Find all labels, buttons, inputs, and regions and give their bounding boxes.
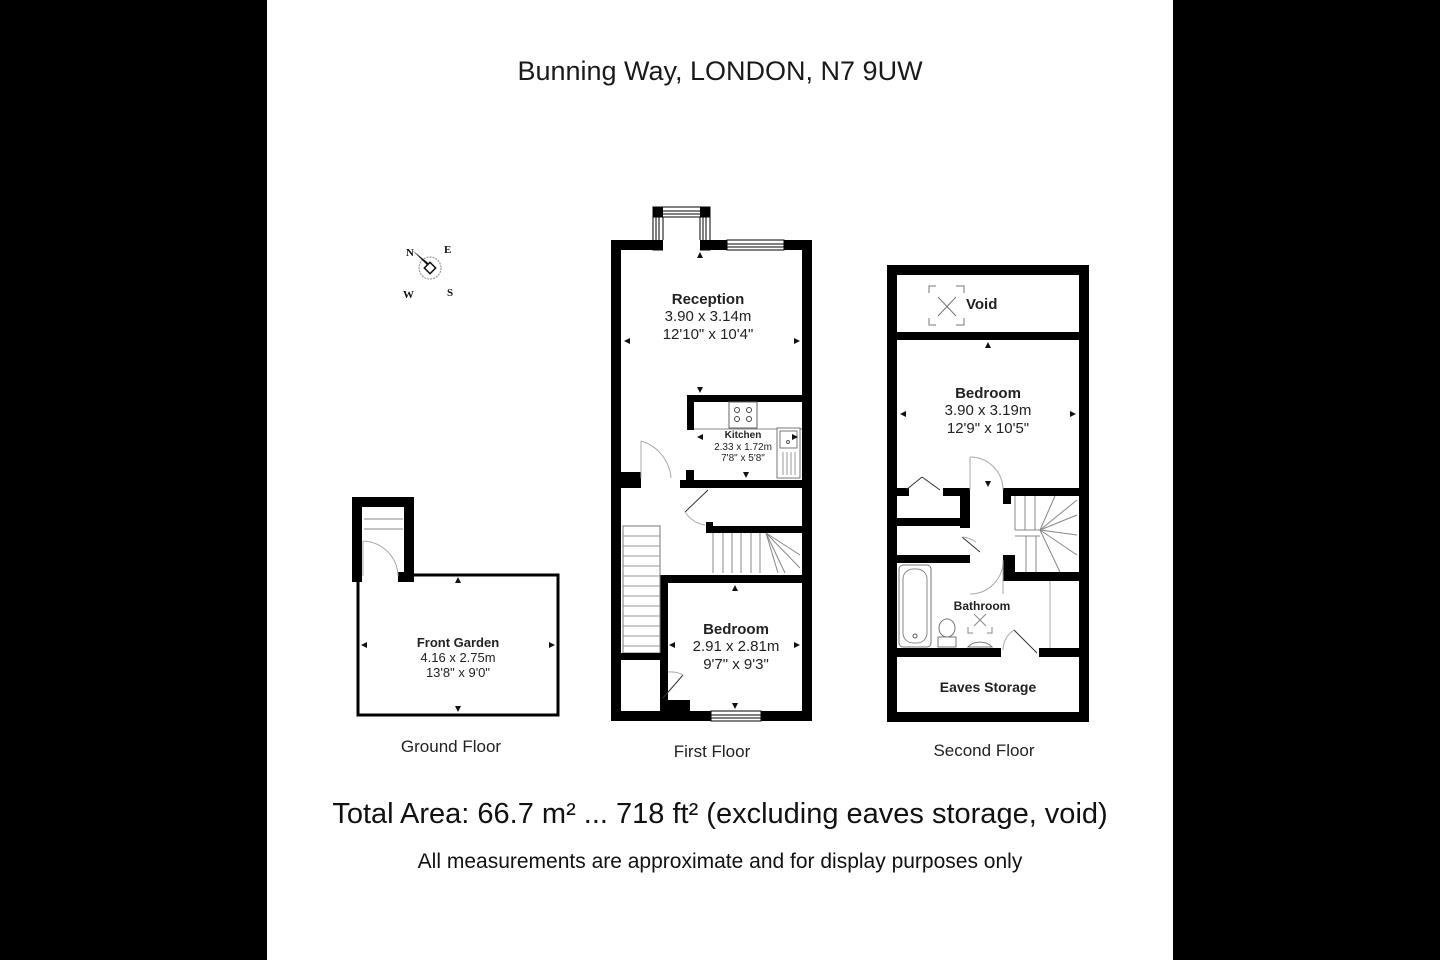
room-label-front-garden — [348, 636, 568, 681]
room-label-kitchen — [693, 430, 793, 465]
compass-rose-icon — [403, 244, 453, 301]
room-name: Bedroom — [703, 621, 769, 638]
svg-text:N: N — [406, 247, 414, 259]
room-size-imperial: 12'9" x 10'5" — [946, 419, 1030, 437]
room-size-metric: 2.91 x 2.81m — [692, 638, 780, 656]
room-label-void — [966, 296, 1026, 313]
room-name: Front Garden — [416, 635, 500, 650]
room-size-metric: 3.90 x 3.14m — [664, 308, 752, 326]
room-size-imperial: 9'7" x 9'3" — [703, 655, 769, 673]
floor-plan-sheet — [267, 0, 1173, 960]
room-size-imperial: 7'8" x 5'8" — [721, 453, 765, 464]
floor-label-first: First Floor — [673, 742, 751, 761]
svg-text:S: S — [447, 287, 454, 299]
room-name: Void — [966, 296, 998, 313]
svg-text:W: W — [403, 289, 414, 301]
total-area-text: Total Area: 66.7 m² ... 718 ft² (excluding eaves storage, void) — [332, 798, 1108, 830]
room-label-second-floor-bedroom — [878, 385, 1098, 437]
room-size-metric: 2.33 x 1.72m — [714, 441, 772, 453]
room-size-metric: 4.16 x 2.75m — [420, 649, 496, 665]
room-label-eaves-storage — [888, 679, 1088, 695]
property-address-title: Bunning Way, LONDON, N7 9UW — [517, 56, 923, 86]
room-name: Kitchen — [724, 430, 762, 441]
room-name: Reception — [671, 291, 745, 308]
disclaimer-text: All measurements are approximate and for display purposes only — [417, 850, 1023, 873]
room-name: Bathroom — [953, 599, 1011, 613]
room-name: Bedroom — [955, 385, 1021, 402]
second-floor-plan — [887, 265, 1089, 722]
room-size-imperial: 13'8" x 9'0" — [425, 664, 491, 680]
room-label-bathroom — [932, 600, 1032, 614]
floor-label-second: Second Floor — [933, 741, 1035, 760]
floor-label-ground: Ground Floor — [400, 737, 502, 756]
svg-text:E: E — [444, 244, 452, 256]
room-size-metric: 3.90 x 3.19m — [944, 402, 1032, 420]
room-size-imperial: 12'10" x 10'4" — [662, 325, 754, 343]
ground-floor-plan — [352, 497, 558, 715]
room-label-first-floor-bedroom — [626, 621, 846, 673]
room-label-reception — [598, 291, 818, 343]
room-name: Eaves Storage — [939, 679, 1037, 695]
